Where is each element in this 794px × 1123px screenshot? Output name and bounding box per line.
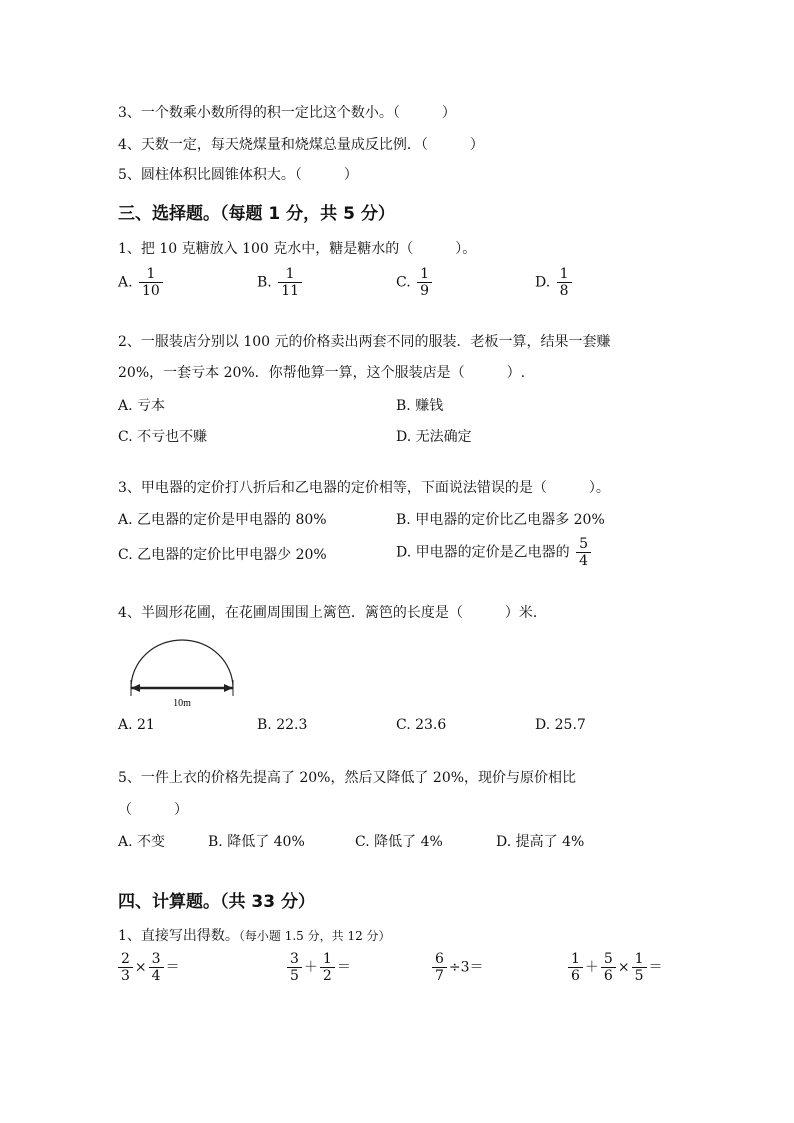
choice-q1-option-b: B. $\frac{1}{11}$ [257,266,304,299]
judge-q3: 3、一个数乘小数所得的积一定比这个数小。（ ） [118,105,456,121]
judge-q5: 5、圆柱体积比圆锥体积大。（ ） [118,167,358,183]
choice-q3-option-a: A. 乙电器的定价是甲电器的 80% [118,512,327,528]
choice-q4-option-a: A. 21 [118,717,155,733]
arrow-left [131,684,140,692]
choice-q4-option-d: D. 25.7 [535,717,586,733]
section-title-calc: 四、计算题。（共 33 分） [118,892,315,912]
calc-expr-4: $\frac{1}{6}$ ＋ $\frac{5}{6}$ × $\frac{1}{5}$ ＝ [566,951,663,984]
choice-q5-option-b: B. 降低了 40% [208,834,305,850]
choice-q2-stem-line2: 20%，一套亏本 20%．你帮他算一算，这个服装店是（ ）. [118,365,526,381]
choice-q3-option-b: B. 甲电器的定价比乙电器多 20% [396,512,605,528]
choice-q4-option-b: B. 22.3 [257,717,308,733]
semicircle-figure [124,636,242,714]
fraction: $\frac{5}{4}$ [576,536,591,569]
figure-diameter-label: 10m [173,698,191,709]
choice-q1-stem: 1、把 10 克糖放入 100 克水中，糖是糖水的（ ）。 [118,241,477,257]
calc-expr-2: $\frac{3}{5}$ ＋ $\frac{1}{2}$ ＝ [285,951,351,984]
fraction: $\frac{1}{10}$ [139,266,163,299]
choice-q5-option-a: A. 不变 [118,834,166,850]
choice-q3-option-d: D. 甲电器的定价是乙电器的 $\frac{5}{4}$ [396,536,593,569]
choice-q4-option-c: C. 23.6 [396,717,447,733]
choice-q1-option-a: A. $\frac{1}{10}$ [118,266,165,299]
choice-q1-option-d: D. $\frac{1}{8}$ [535,266,574,299]
fraction: $\frac{1}{8}$ [557,266,572,299]
choice-q2-option-a: A. 亏本 [118,398,166,414]
choice-q1-option-c: C. $\frac{1}{9}$ [396,266,434,299]
calc-q1-stem: 1、直接写出得数。（每小题 1.5 分，共 12 分） [118,928,391,944]
arrow-right [224,684,233,692]
fraction: $\frac{1}{11}$ [278,266,302,299]
calc-expr-1: $\frac{2}{3}$ × $\frac{3}{4}$ ＝ [116,951,180,984]
choice-q3-stem: 3、甲电器的定价打八折后和乙电器的定价相等，下面说法错误的是（ ）。 [118,480,610,496]
section-title-choice: 三、选择题。（每题 1 分，共 5 分） [118,204,395,224]
choice-q5-stem-line1: 5、一件上衣的价格先提高了 20%，然后又降低了 20%，现价与原价相比 [118,770,577,786]
choice-q5-option-d: D. 提高了 4% [496,834,585,850]
choice-q5-stem-line2: （ ） [118,802,188,818]
choice-q4-stem: 4、半圆形花圃，在花圃周围围上篱笆．篱笆的长度是（ ）米． [118,605,547,621]
fraction: $\frac{1}{9}$ [417,266,432,299]
choice-q5-option-c: C. 降低了 4% [355,834,443,850]
calc-q1-note: （每小题 1.5 分，共 12 分） [238,929,391,943]
semicircle-arc [131,640,233,688]
choice-q2-option-c: C. 不亏也不赚 [118,429,208,445]
calc-expr-3: $\frac{6}{7}$ ÷3＝ [430,951,484,984]
choice-q2-option-d: D. 无法确定 [396,429,472,445]
choice-q2-option-b: B. 赚钱 [396,398,444,414]
choice-q2-stem-line1: 2、一服装店分别以 100 元的价格卖出两套不同的服装．老板一算，结果一套赚 [118,334,611,350]
judge-q4: 4、天数一定，每天烧煤量和烧煤总量成反比例．（ ） [118,137,484,153]
choice-q3-option-c: C. 乙电器的定价比甲电器少 20% [118,547,327,563]
